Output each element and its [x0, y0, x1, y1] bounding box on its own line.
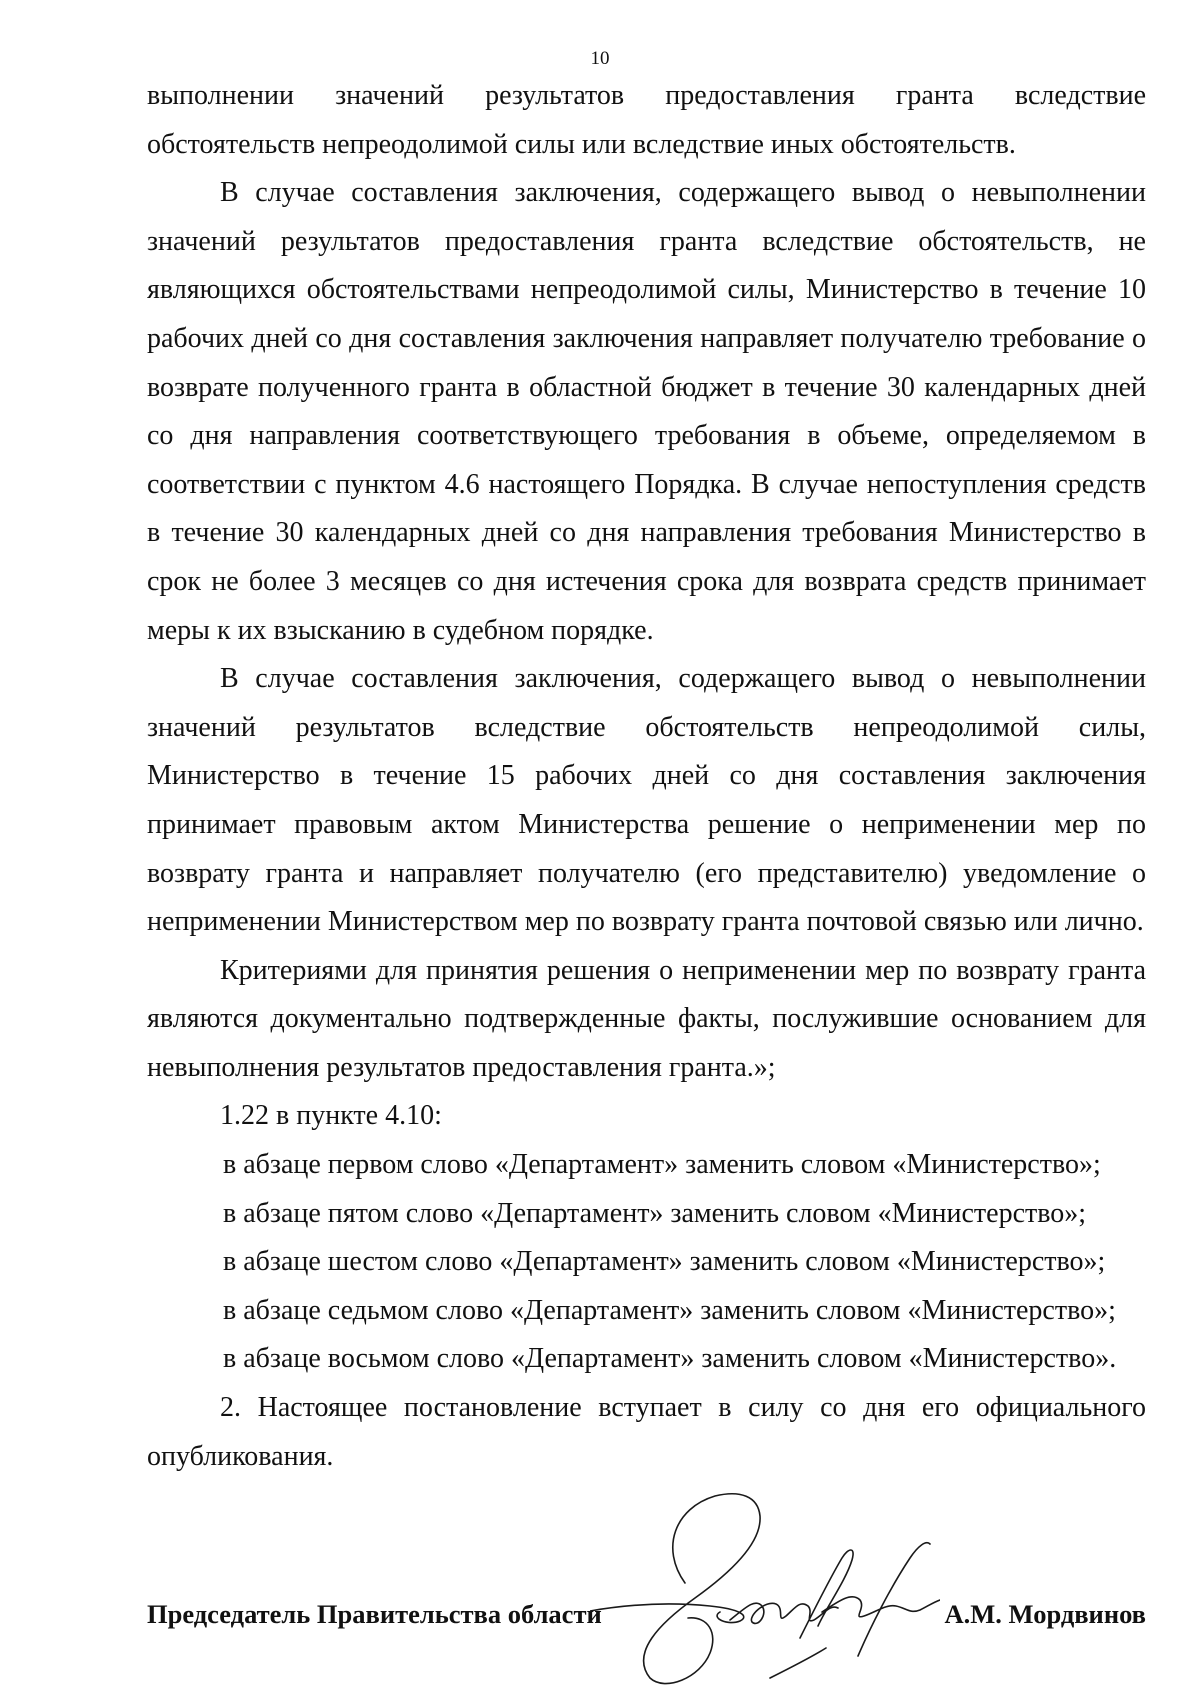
document-body [147, 72, 1146, 1481]
paragraph-continuation: выполнении значений результатов предоставления гранта вследствие обстоятельств непреодолимой силы или вследствие иных обстоятельств. [147, 80, 1146, 160]
paragraph-criteria: Критериями для принятия решения о неприменении мер по возврату гранта являются документально подтвержденные факты, послужившие основанием для невыполнения результатов предоставления гранта.»; [147, 954, 1146, 1083]
signatory-name: А.М. Мордвинов [944, 1599, 1146, 1629]
amendment-line: в абзаце седьмом слово «Департамент» заменить словом «Министерство»; [223, 1294, 1116, 1326]
paragraph-non-force-majeure: В случае составления заключения, содержащего вывод о невыполнении значений результатов предоставления гранта вследствие обстоятельств, не являющихся обстоятельствами непреодолимой силы, Министерство в течение 10 рабочих дней со дня составления заключения направляет получателю требование о возврате полученного гранта в областной бюджет в течение 30 календарных дней со дня направления соответствующего требования в объеме, определяемом в соответствии с пунктом 4.6 настоящего Порядка. В случае непоступления средств в течение 30 календарных дней со дня направления требования Министерство в срок не более 3 месяцев со дня истечения срока для возврата средств принимает меры к их взысканию в судебном порядке. [147, 177, 1146, 646]
final-paragraph: 2. Настоящее постановление вступает в силу со дня его официального опубликования. [147, 1392, 1146, 1472]
paragraph-force-majeure: В случае составления заключения, содержащего вывод о невыполнении значений результатов вследствие обстоятельств непреодолимой силы, Министерство в течение 15 рабочих дней со дня составления заключения принимает правовым актом Министерства решение о неприменении мер по возврату гранта и направляет получателю (его представителю) уведомление о неприменении Министерством мер по возврату гранта почтовой связью или лично. [147, 663, 1146, 938]
amendment-line: в абзаце пятом слово «Департамент» заменить словом «Министерство»; [223, 1197, 1087, 1229]
item-heading: 1.22 в пункте 4.10: [220, 1100, 442, 1132]
handwritten-signature [590, 1488, 940, 1693]
signatory-title: Председатель Правительства области [147, 1599, 602, 1629]
amendment-line: в абзаце шестом слово «Департамент» заменить словом «Министерство»; [223, 1246, 1106, 1278]
amendment-line: в абзаце первом слово «Департамент» заменить словом «Министерство»; [223, 1149, 1101, 1181]
page-number: 10 [590, 48, 610, 69]
amendment-line: в абзаце восьмом слово «Департамент» заменить словом «Министерство». [223, 1343, 1117, 1375]
